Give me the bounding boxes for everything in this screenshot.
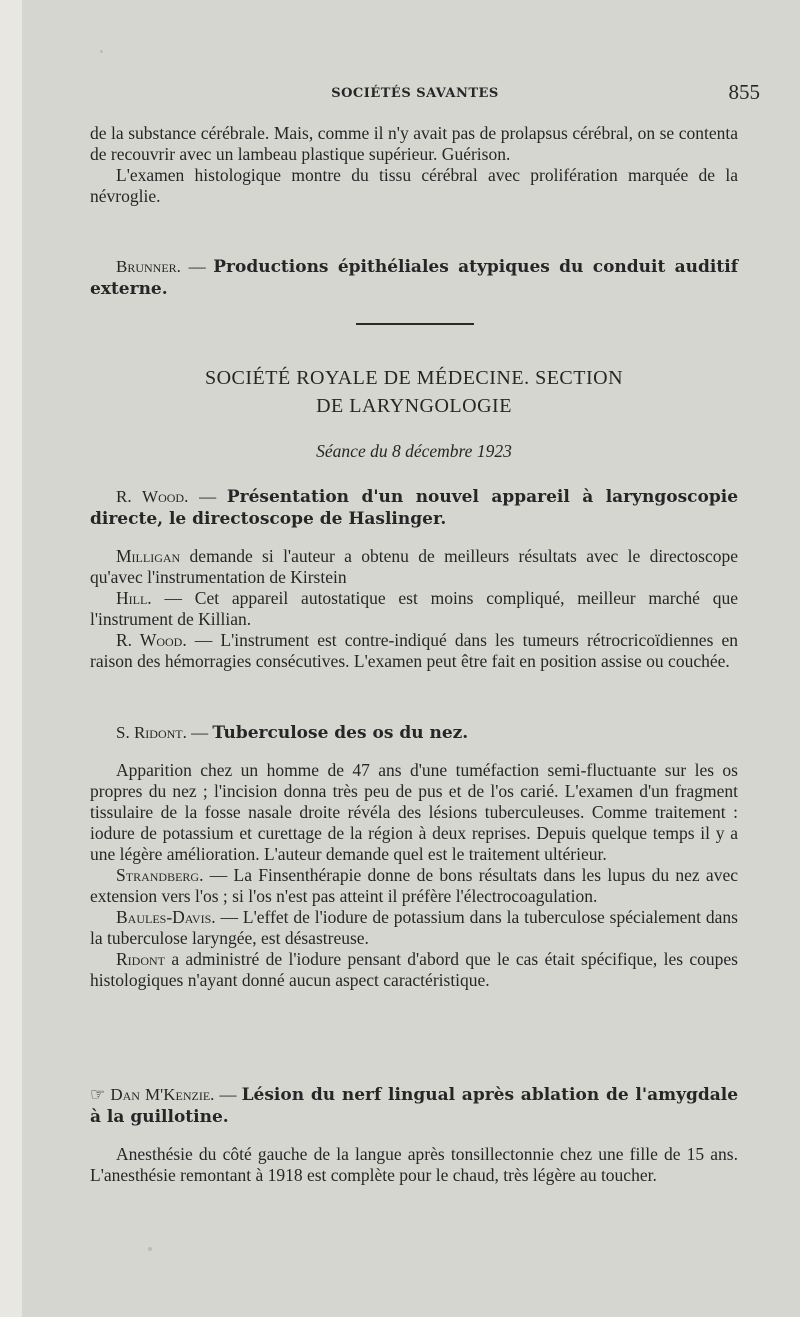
brunner-entry: [90, 256, 738, 300]
dash: —: [214, 1085, 242, 1104]
page-number: 855: [728, 80, 760, 104]
author-name: S. Ridont.: [116, 723, 187, 742]
speaker-text: — Cet appareil autostatique est moins compliqué, meilleur marché que l'instrument de Killian.: [90, 588, 738, 629]
pointing-hand-icon: ☞: [90, 1085, 106, 1104]
paragraph: Anesthésie du côté gauche de la langue après tonsillectonnie chez une fille de 15 ans. L'anesthésie remontant à 1918 est complète pour le chaud, très légère au toucher.: [90, 1144, 738, 1185]
continuation-text: [90, 123, 738, 207]
author-name: Dan M'Kenzie.: [110, 1085, 215, 1104]
society-title-line2: DE LARYNGOLOGIE: [316, 395, 512, 417]
speaker-name: Hill.: [116, 588, 152, 608]
speaker-name: Ridont: [116, 949, 165, 969]
speaker-name: Baules-Davis.: [116, 907, 216, 927]
author-name: Brunner.: [116, 257, 181, 276]
paper-speck: [100, 50, 103, 53]
speaker-text: a administré de l'iodure pensant d'abord que le cas était spécifique, les coupes histologiques n'ayant donné aucun aspect caractéristique.: [90, 949, 738, 990]
speaker-text: demande si l'auteur a obtenu de meilleurs résultats avec le directoscope qu'avec l'instrumentation de Kirstein: [90, 546, 738, 587]
ridont-entry: [90, 722, 738, 991]
society-heading: [90, 364, 738, 420]
paragraph: de la substance cérébrale. Mais, comme il n'y avait pas de prolapsus cérébral, on se contenta de recouvrir avec un lambeau plastique supérieur. Guérison.: [90, 123, 738, 164]
paragraph: Apparition chez un homme de 47 ans d'une tuméfaction semi-fluctuante sur les os propres du nez ; l'incision donna très peu de pus et de l'os carié. L'examen d'un fragment tissulaire de la fosse nasale droite révéla des lésions tuberculeuses. Comme traitement : iodure de potassium et curettage de la région à deux reprises. Depuis quelque temps il y a une légère amélioration. L'auteur demande quel est le traitement ultérieur.: [90, 760, 738, 864]
page-header: [90, 80, 760, 106]
author-name: R. Wood.: [116, 487, 189, 506]
dash: —: [188, 487, 227, 506]
paragraph: L'examen histologique montre du tissu cérébral avec prolifération marquée de la névroglie.: [90, 165, 738, 206]
speaker-name: Strandberg.: [116, 865, 204, 885]
entry-title: Productions épithéliales atypiques du conduit auditif externe.: [90, 257, 739, 299]
speaker-text: — L'effet de l'iodure de potassium dans la tuberculose spécialement dans la tuberculose laryngée, est désastreuse.: [90, 907, 738, 948]
society-title-line1: SOCIÉTÉ ROYALE DE MÉDECINE. SECTION: [204, 367, 624, 389]
speaker-name: R. Wood.: [116, 630, 187, 650]
dash: —: [186, 723, 213, 742]
scan-margin: [0, 0, 22, 1317]
wood-entry: [90, 486, 738, 672]
section-divider: [356, 323, 474, 325]
entry-title: Lésion du nerf lingual après ablation de l'amygdale à la guillotine.: [90, 1085, 739, 1127]
dash: —: [180, 257, 214, 276]
entry-title: Présentation d'un nouvel appareil à laryngoscopie directe, le directoscope de Haslinger.: [90, 487, 739, 529]
speaker-name: Milligan: [116, 546, 181, 566]
running-title: SOCIÉTÉS SAVANTES: [331, 86, 499, 101]
paper-speck: [148, 1247, 152, 1251]
session-date: Séance du 8 décembre 1923: [316, 441, 512, 461]
speaker-text: — L'instrument est contre-indiqué dans les tumeurs rétrocricoïdiennes en raison des hémorragies consécutives. L'examen peut être fait en position assise ou couchée.: [90, 630, 738, 671]
mkenzie-entry: [90, 1084, 738, 1186]
entry-title: Tuberculose des os du nez.: [212, 723, 469, 743]
speaker-text: — La Finsenthérapie donne de bons résultats dans les lupus du nez avec extension vers l'os ; si l'os n'est pas atteint il préfère l'électrocoagulation.: [90, 865, 738, 906]
